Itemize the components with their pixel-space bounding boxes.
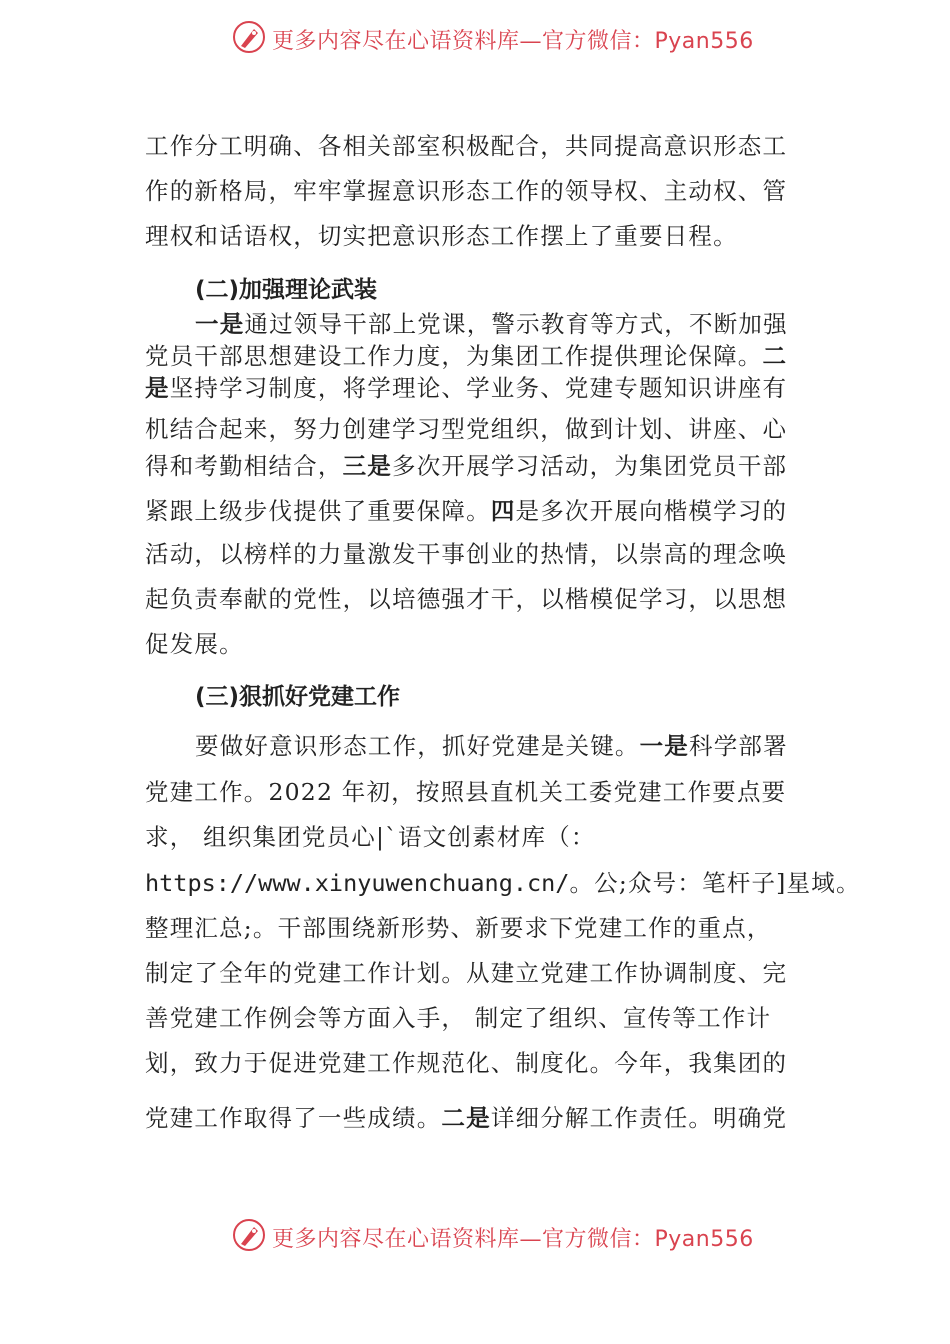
wechat-id: Pyan556 xyxy=(654,1227,754,1252)
banner-text xyxy=(272,1222,754,1253)
text-line: 整理汇总;。干部围绕新形势、新要求下党建工作的重点， xyxy=(145,914,772,942)
banner-text xyxy=(272,24,754,55)
text-span: 是多次开展向楷模学习的 xyxy=(515,497,788,525)
bold-marker: 一是 xyxy=(195,310,245,338)
text-span: 党建工作取得了一些成绩。 xyxy=(145,1104,442,1132)
text-line: 求， 组织集团党员心|`语文创素材库（： xyxy=(145,823,596,851)
banner-label: 更多内容尽在心语资料库—官方微信： xyxy=(272,29,655,54)
section-heading: (二)加强理论武装 xyxy=(195,277,378,303)
text-line: 制定了全年的党建工作计划。从建立党建工作协调制度、完 xyxy=(145,959,788,987)
text-span: 要做好意识形态工作，抓好党建是关键。 xyxy=(195,732,640,760)
bold-marker: 三是 xyxy=(342,452,393,480)
text-line: 工作分工明确、各相关部室积极配合，共同提高意识形态工 xyxy=(145,132,788,160)
text-line: 党建工作。2022 年初，按照县直机关工委党建工作要点要 xyxy=(145,778,787,806)
text-line: 理权和话语权，切实把意识形态工作摆上了重要日程。 xyxy=(145,222,738,250)
pen-nib-logo-icon xyxy=(232,1218,266,1252)
text-line: 起负责奉献的党性，以培德强才干，以楷模促学习，以思想 xyxy=(145,585,788,613)
text-line: 善党建工作例会等方面入手， 制定了组织、宣传等工作计 xyxy=(145,1004,772,1032)
text-line xyxy=(145,341,787,371)
text-span: 。公;众号：笔杆子]星域。 xyxy=(569,869,861,897)
banner-label: 更多内容尽在心语资料库—官方微信： xyxy=(272,1227,655,1252)
header-banner xyxy=(0,12,950,62)
text-span: 党员干部思想建设工作力度，为集团工作提供理论保障。 xyxy=(145,342,763,370)
text-line: 机结合起来，努力创建学习型党组织，做到计划、讲座、心 xyxy=(145,415,788,443)
text-line xyxy=(145,868,861,898)
text-line xyxy=(145,451,787,481)
bold-marker: 是 xyxy=(145,374,170,402)
wechat-id: Pyan556 xyxy=(654,29,754,54)
text-line xyxy=(145,1103,787,1133)
text-span: 详细分解工作责任。明确党 xyxy=(490,1104,788,1132)
pen-nib-logo-icon xyxy=(232,20,266,54)
text-span: 紧跟上级步伐提供了重要保障。 xyxy=(145,497,491,525)
footer-banner xyxy=(0,1210,950,1260)
bold-marker: 四 xyxy=(490,497,516,525)
text-line: 活动，以榜样的力量激发干事创业的热情，以崇高的理念唤 xyxy=(145,540,788,568)
text-span: 科学部署 xyxy=(689,732,788,760)
url-text: https://www.xinyuwenchuang.cn/ xyxy=(145,869,570,897)
bold-marker: 一是 xyxy=(639,732,690,760)
text-line xyxy=(195,731,788,761)
section-heading: (三)狠抓好党建工作 xyxy=(195,684,401,710)
text-span: 多次开展学习活动，为集团党员干部 xyxy=(392,452,788,480)
bold-marker: 二是 xyxy=(441,1104,491,1132)
text-line xyxy=(145,496,787,526)
text-line: 促发展。 xyxy=(145,630,244,658)
text-line xyxy=(145,373,787,403)
text-line xyxy=(195,309,788,339)
text-span: 通过领导干部上党课，警示教育等方式，不断加强 xyxy=(244,310,788,338)
text-span: 坚持学习制度，将学理论、学业务、党建专题知识讲座有 xyxy=(169,374,788,402)
text-line: 划，致力于促进党建工作规范化、制度化。今年，我集团的 xyxy=(145,1049,788,1077)
bold-marker: 二 xyxy=(762,342,788,370)
text-line: 作的新格局，牢牢掌握意识形态工作的领导权、主动权、管 xyxy=(145,177,788,205)
text-span: 得和考勤相结合， xyxy=(145,452,343,480)
